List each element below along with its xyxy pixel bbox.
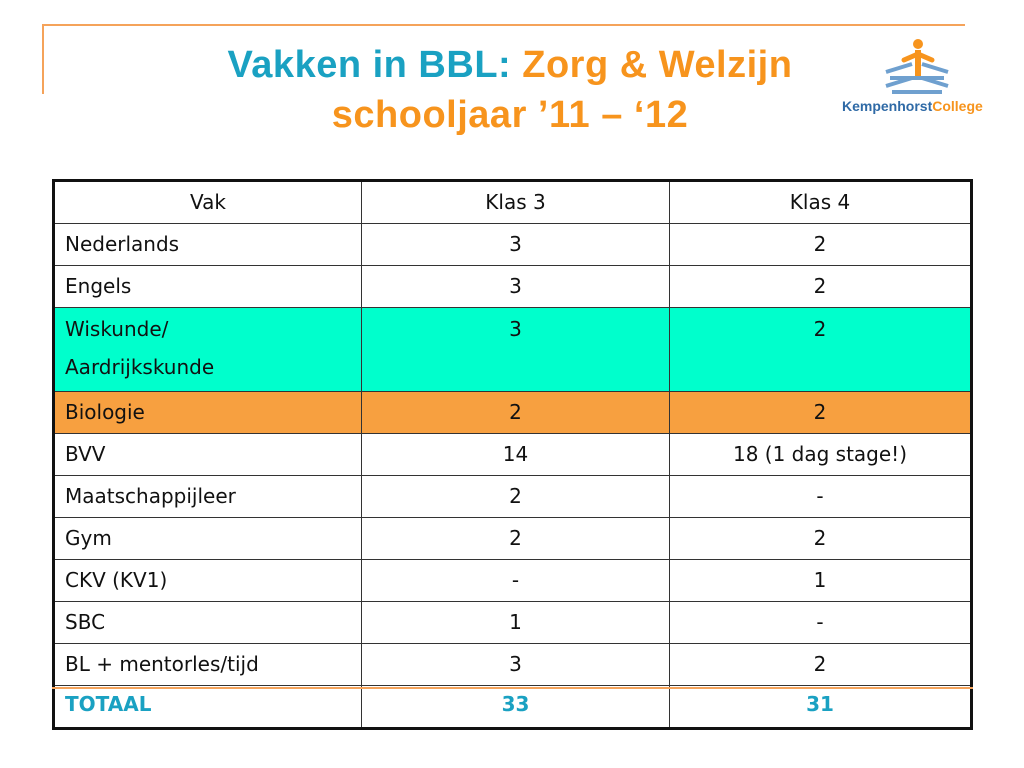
title-line-1 <box>150 40 870 90</box>
subject-cell: Gym <box>54 518 362 560</box>
subject-line-2: Aardrijkskunde <box>65 355 215 379</box>
klas4-cell: - <box>670 602 972 644</box>
subject-cell: CKV (KV1) <box>54 560 362 602</box>
title-part-1: Vakken in BBL: <box>227 44 523 86</box>
table-header-row <box>54 181 972 224</box>
klas3-cell: 3 <box>362 224 670 266</box>
total-label-cell: TOTAAL <box>54 686 362 729</box>
table-row-highlight-teal <box>54 308 972 392</box>
subject-line-1: Wiskunde/ <box>65 317 169 341</box>
title-part-2: Zorg & Welzijn <box>522 44 793 86</box>
klas4-cell: 18 (1 dag stage!) <box>670 434 972 476</box>
table-row <box>54 224 972 266</box>
table-total-row <box>54 686 972 729</box>
klas4-cell: 2 <box>670 224 972 266</box>
header-cell-vak: Vak <box>54 181 362 224</box>
klas3-cell: 3 <box>362 308 670 392</box>
klas3-cell: 1 <box>362 602 670 644</box>
top-frame-line <box>42 24 965 26</box>
total-divider-line <box>52 687 973 689</box>
klas4-cell: 2 <box>670 308 972 392</box>
klas3-cell: 2 <box>362 518 670 560</box>
header-cell-klas3: Klas 3 <box>362 181 670 224</box>
table-row <box>54 266 972 308</box>
klas3-cell: 3 <box>362 266 670 308</box>
subjects-table <box>52 179 973 730</box>
logo-text-main: Kempenhorst <box>842 98 933 114</box>
subject-cell <box>54 308 362 392</box>
total-klas3-cell: 33 <box>362 686 670 729</box>
logo-text-accent: College <box>932 98 983 114</box>
klas4-cell: 2 <box>670 392 972 434</box>
table-row-highlight-orange <box>54 392 972 434</box>
klas3-cell: - <box>362 560 670 602</box>
school-logo <box>842 38 997 122</box>
klas4-cell: 2 <box>670 518 972 560</box>
table-row <box>54 434 972 476</box>
slide-title <box>150 40 870 140</box>
klas3-cell: 3 <box>362 644 670 686</box>
table-row <box>54 518 972 560</box>
subject-cell: Nederlands <box>54 224 362 266</box>
subject-cell: BL + mentorles/tijd <box>54 644 362 686</box>
logo-wordmark <box>842 98 983 114</box>
klas3-cell: 2 <box>362 392 670 434</box>
klas4-cell: 1 <box>670 560 972 602</box>
klas4-cell: - <box>670 476 972 518</box>
klas4-cell: 2 <box>670 644 972 686</box>
header-cell-klas4: Klas 4 <box>670 181 972 224</box>
table-row <box>54 476 972 518</box>
subject-cell: Biologie <box>54 392 362 434</box>
table-row <box>54 560 972 602</box>
title-line-2: schooljaar ’11 – ‘12 <box>331 94 689 136</box>
total-klas4-cell: 31 <box>670 686 972 729</box>
subject-cell: SBC <box>54 602 362 644</box>
subject-cell: BVV <box>54 434 362 476</box>
klas3-cell: 2 <box>362 476 670 518</box>
left-frame-line <box>42 24 44 94</box>
table-row <box>54 644 972 686</box>
klas4-cell: 2 <box>670 266 972 308</box>
subject-cell: Maatschappijleer <box>54 476 362 518</box>
table-row <box>54 602 972 644</box>
logo-figure-icon <box>882 38 952 96</box>
klas3-cell: 14 <box>362 434 670 476</box>
subject-cell: Engels <box>54 266 362 308</box>
